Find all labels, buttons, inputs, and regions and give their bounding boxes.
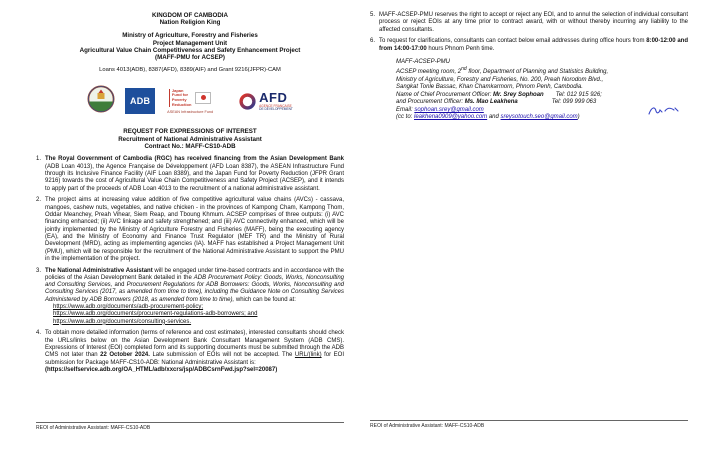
paragraph-2 [36,197,344,263]
url-link-word: URL/(link) [294,352,322,359]
officer-1-name: Mr. Srey Sophoan [493,91,544,98]
deadline-date: 22 October 2024. [100,352,150,359]
contact-address-line-2: Ministry of Agriculture, Forestry and Fisheries, No. 200, Preah Norodom Blvd., [396,76,604,83]
paragraph-5-text: MAFF-ACSEP-PMU reserves the right to accept or reject any EOI, and to annul the selection of individual consultant process or reject EOIs at any time prior to contract award, with or without thereby incurring any liability to the affected consultants. [379,12,688,33]
afd-caption-2: DE DÉVELOPPEMENT [259,107,293,112]
regulations-title-italic: Procurement Regulations for ADB Borrowers: Goods, Works, Nonconsulting and Consulting Services (2017, as amended from time to time), including the Guidance Note on Consulting Services Administered by ADB Borrowers (2018, as amended from time to time), [45,282,344,303]
contact-address-line-3: Sangkat Tonle Bassac, Khan Chamkarmorn, Phnom Penh, Cambodia. [396,84,583,91]
footer-text: REOI of Administrative Assistant: MAFF-CS10-ADB [370,423,485,429]
project-acronym: (MAFF-PMU for ACSEP) [155,54,225,62]
national-motto: Nation Religion King [159,19,221,27]
afd-ring-icon [239,93,256,110]
afd-logo [239,91,293,111]
officer-2-tel: Tel: 099 999 063 [551,99,597,106]
jfpr-text-line: Fund for [171,92,189,98]
ordinal-sup: nd [461,66,467,73]
contact-address-line-1: ACSEP meeting room, 2nd floor, Department of Planning and Statistics Building, [396,66,609,76]
page-right [354,0,708,450]
list-number: 4. [36,330,42,337]
contract-number: Contract No.: MAFF-CS10-ADB [144,143,236,151]
paragraph-1-text: (ADB Loan 4013), the Agence Française de Développement (AFD Loan 8387), the ASEAN Infrastructure Fund through its Inclusive Finance Facility (AIF Loan 8389), and the Japan Fund for Poverty Reduction (JFPR Grant 9216) towards the cost of Agricultural Value Chain Competitiveness and Safety Project (ACSEP), and it intends to apply part of the proceeds of ADB Loan 4013 to the recruitment of a national administrative assistant. [45,163,344,192]
reoi-subtitle: Recruitment of National Administrative Assistant [118,135,262,143]
afd-caption-1: AGENCE FRANÇAISE [259,104,292,109]
jfpr-text-line: Poverty [171,96,187,102]
policy-title-italic: ADB Procurement Policy: Goods, Works, Nonconsulting and Consulting Services, [45,274,344,289]
kingdom-title: KINGDOM OF CAMBODIA [152,12,228,19]
paragraph-5 [370,12,688,34]
cambodia-maff-emblem-logo [87,85,115,118]
paragraph-1 [36,156,344,192]
paragraph-4-text: Late submission of EOIs will not be accepted. The [149,352,295,359]
jfpr-logo [167,89,213,114]
paragraph-2-text: The project aims at increasing value addition of five competitive agricultural value chains (AVCs) - cassava, mangoes, cashew nuts, vegetables, and native chicken - in the provinces of Kampong Cham, Kampong Thom, Oddar Meanchey, Preah Vihear, Siem Reap, and Tboung Khmum. ACSEP comprises of three outputs: (i) AVC financing enhanced; (ii) AVC linkage and safety strengthened; and (iii) AVC connectivity enhanced, which will be jointly implemented by the Ministry of Agriculture Forestry and Fisheries (MAFF), being the executing agency (EA), and the Ministry of Economy and Finance Trust Regulator (MEF TR) and the Ministry of Rural Development (MRD), acting as implementing agencies (IA). MAFF has established a Project Management Unit (PMU), which will be responsible for the recruitment of the National Administrative Assistant to support the PMU in the implementation of the project. [45,197,344,262]
japan-flag-icon [195,92,211,104]
loans-line: Loans 4013(ADB), 8387(AFD), 8389(AIF) and Grant 9216(JFPR)-CAM [99,67,281,74]
list-number: 2. [36,197,42,204]
contact-org-name: MAFF-ACSEP-PMU [396,58,450,65]
adb-logo [125,88,155,114]
paragraph-1-bold: The Royal Government of Cambodia (RGC) has received financing from the Asian Development Bank [45,156,344,163]
signature-mark [646,102,680,123]
list-number: 3. [36,267,42,274]
ministry-name: Ministry of Agriculture, Forestry and Fisheries [122,32,258,40]
jfpr-text-line: Japan [171,87,184,93]
eoi-submission-url-link[interactable]: (https://selfservice.adb.org/OA_HTML/adb/xxcrs/jsp/ADBCsrnFwd.jsp?sel=20087) [45,366,278,373]
paragraph-3-text: will be engaged under time-based contracts and in accordance with the policies of the Asian Development Bank detailed in the [45,267,345,281]
contact-block [396,59,688,122]
paragraph-4 [36,330,344,374]
paragraph-4-text: To obtain more detailed information (terms of reference and cost estimates), interested consultants should check the URLs/links below on the Asian Development Bank Consultant Management System (ADB CMS). Expressions of Interest (EOI) completed form and its supporting documents must be submitted through the ADB CMS not later than [45,330,344,359]
adb-policy-url-link[interactable]: https://www.adb.org/documents/adb-procurement-policy; [53,304,204,311]
email-link-cc-1[interactable]: leakhena0909@yahoo.com [414,114,488,121]
footer-rule [370,420,688,421]
footer-rule [36,422,344,423]
paragraph-3-text: which can be found at: [234,296,296,303]
paragraph-4-text: for EOI submission for Package MAFF-CS10-ADB: National Administrative Assistant is: [45,352,345,366]
email-link-cc-2[interactable]: sreysotouch.seo@gmail.com [500,114,578,121]
cc-email-line: (cc to: leakhena0909@yahoo.com and sreysotouch.seo@gmail.com) [396,114,580,121]
logo-row [36,81,344,121]
paragraph-3 [36,268,344,326]
list-number: 1. [36,156,42,163]
aif-caption: ASEAN Infrastructure Fund [167,109,214,114]
chief-procurement-officer-line: Name of Chief Procurement Officer: Mr. Srey Sophoan Tel: 012 915 926; [396,91,602,98]
adb-logo-label: ADB [129,96,151,107]
page-footer [36,422,344,432]
paragraph-3-bold: The National Administrative Assistant [45,267,153,274]
paragraph-6 [370,38,688,53]
paragraph-3-text: and [112,282,127,289]
office-hours: 8:00-12:00 and from 14:00-17:00 [379,38,689,52]
email-line: Email: sophoan.srey@gmail.com [396,106,484,113]
email-link-primary[interactable]: sophoan.srey@gmail.com [414,106,484,113]
list-number: 5. [370,12,376,18]
jfpr-text-line: Reduction [171,101,192,107]
officer-1-tel: Tel: 012 915 926; [555,91,602,98]
project-name: Agricultural Value Chain Competitiveness and Safety Enhancement Project [79,46,301,54]
list-number: 6. [370,38,376,45]
reoi-title: REQUEST FOR EXPRESSIONS OF INTEREST [123,128,257,136]
afd-logo-label: AFD [259,90,288,106]
adb-regulations-url-link[interactable]: https://www.adb.org/documents/procurement-regulations-adb-borrowers; and [53,311,258,318]
officer-2-name: Ms. Mao Leakhena [464,99,518,106]
paragraph-6-text: hours Phnom Penh time. [426,45,495,52]
procurement-officer-line: and Procurement Officer: Ms. Mao Leakhena Tel: 099 999 063 [396,99,597,106]
paragraph-6-text: To request for clarifications, consultants can contact below email addresses during office hours from [379,38,647,45]
adb-consulting-url-link[interactable]: https://www.adb.org/documents/consulting-services. [53,318,192,325]
page-footer [370,420,688,430]
footer-text: REOI of Administrative Assistant: MAFF-CS10-ADB [36,425,151,431]
unit-name: Project Management Unit [152,39,228,47]
